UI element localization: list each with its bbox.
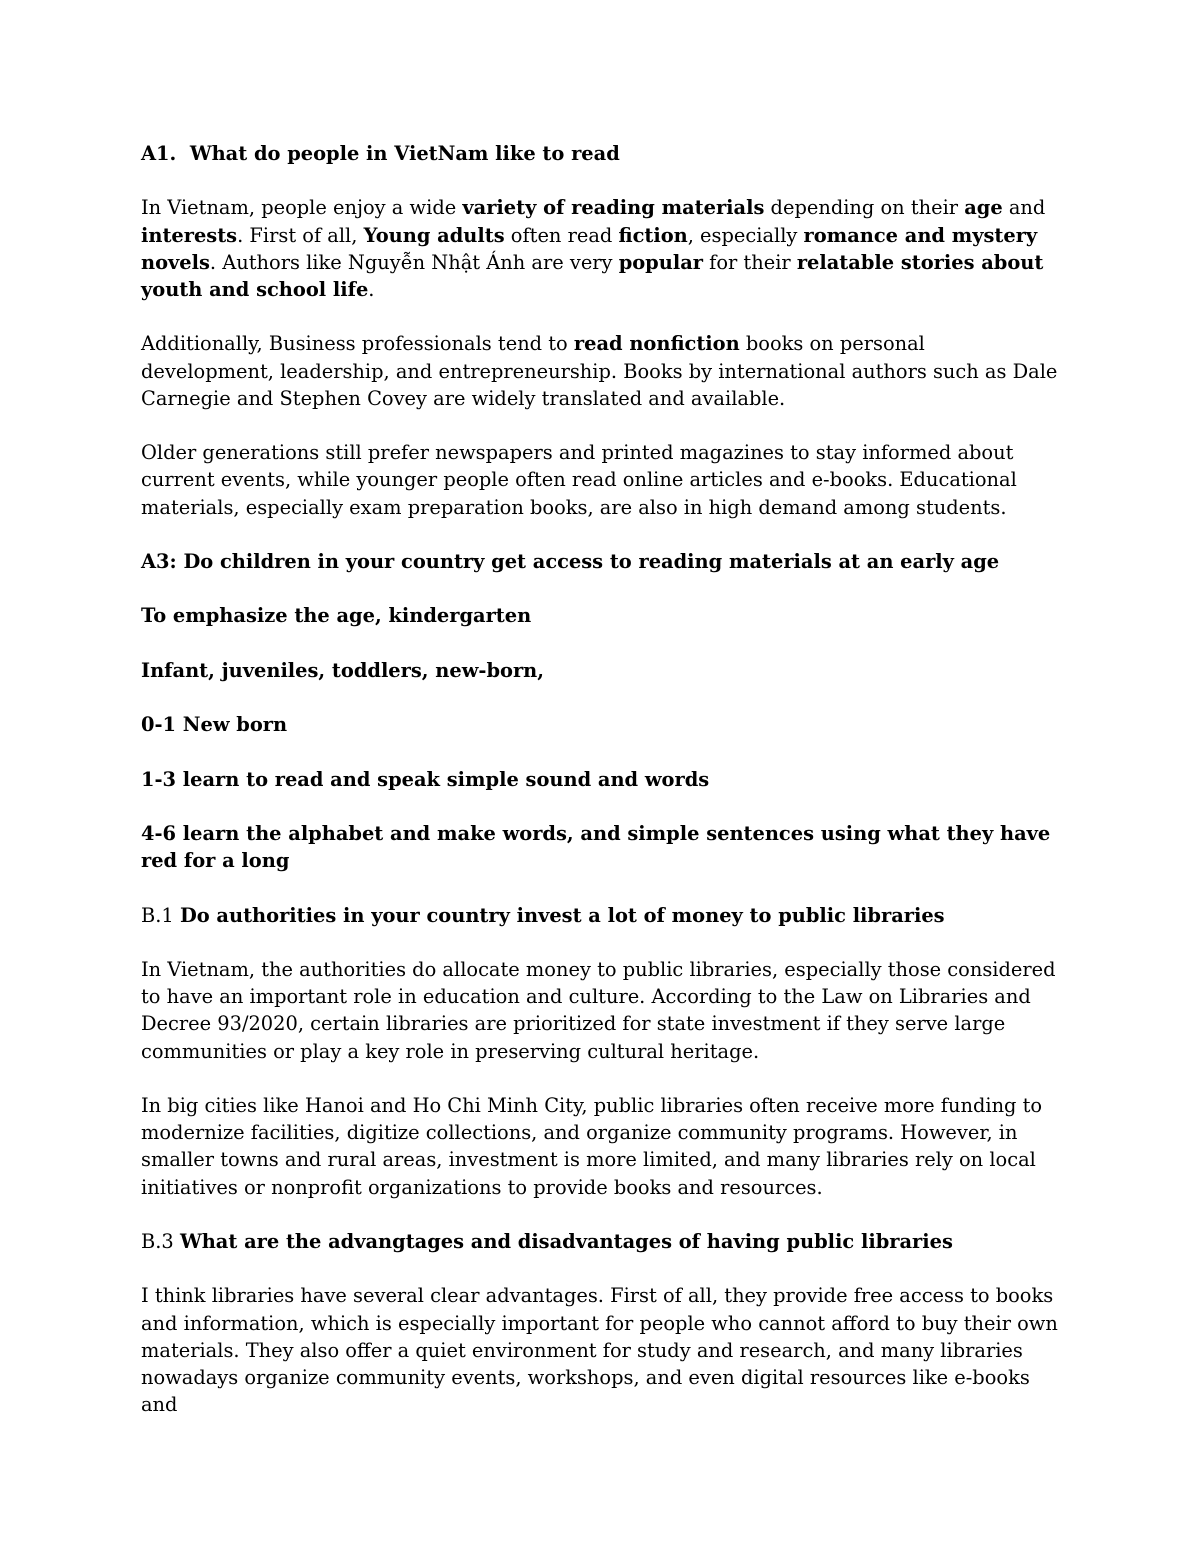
heading-a1 [141, 140, 1061, 167]
a1-paragraph-1: In Vietnam, people enjoy a wide variety of reading materials depending on their age and interests. First of all, Young adults often read fiction, especially romance and mystery novels. Authors like Nguyễn Nhật Ánh are very popular for their relatable stories about youth and school life. [141, 196, 1046, 301]
heading-a1-question: What do people in VietNam like to read [189, 142, 620, 165]
a3-note-5: 4-6 learn the alphabet and make words, and simple sentences using what they have red for a long [141, 821, 1051, 873]
heading-a3: A3: Do children in your country get access to reading materials at an early age [141, 549, 1000, 573]
document-page [141, 140, 1061, 1446]
a3-note-4: 1-3 learn to read and speak simple sound and words [141, 767, 710, 791]
heading-a1-number: A1. [141, 142, 177, 165]
heading-b3-number: B.3 [141, 1229, 174, 1253]
heading-b1 [141, 902, 1061, 929]
heading-b1-question: Do authorities in your country invest a lot of money to public libraries [179, 903, 945, 927]
heading-b1-number: B.1 [141, 903, 174, 927]
heading-b3-question: What are the advangtages and disadvantages of having public libraries [179, 1229, 953, 1253]
a1-paragraph-3: Older generations still prefer newspapers and printed magazines to stay informed about current events, while younger people often read online articles and e-books. Educational materials, especially exam preparation books, are also in high demand among students. [141, 441, 1017, 519]
a3-note-3: 0-1 New born [141, 713, 288, 737]
a3-note-2: Infant, juveniles, toddlers, new-born, [141, 658, 545, 682]
heading-b3 [141, 1228, 1061, 1255]
a3-note-1: To emphasize the age, kindergarten [141, 604, 532, 628]
b1-paragraph-1: In Vietnam, the authorities do allocate money to public libraries, especially those considered to have an important role in education and culture. According to the Law on Libraries and Decree 93/2020, certain libraries are prioritized for state investment if they serve large communities or play a key role in preserving cultural heritage. [141, 957, 1056, 1063]
b3-paragraph-1: I think libraries have several clear advantages. First of all, they provide free access to books and information, which is especially important for people who cannot afford to buy their own materials. They also offer a quiet environment for study and research, and many libraries nowadays organize community events, workshops, and even digital resources like e-books and [141, 1284, 1058, 1417]
b1-paragraph-2: In big cities like Hanoi and Ho Chi Minh City, public libraries often receive more funding to modernize facilities, digitize collections, and organize community programs. However, in smaller towns and rural areas, investment is more limited, and many libraries rely on local initiatives or nonprofit organizations to provide books and resources. [141, 1093, 1043, 1199]
a1-paragraph-2: Additionally, Business professionals tend to read nonfiction books on personal development, leadership, and entrepreneurship. Books by international authors such as Dale Carnegie and Stephen Covey are widely translated and available. [141, 332, 1058, 410]
